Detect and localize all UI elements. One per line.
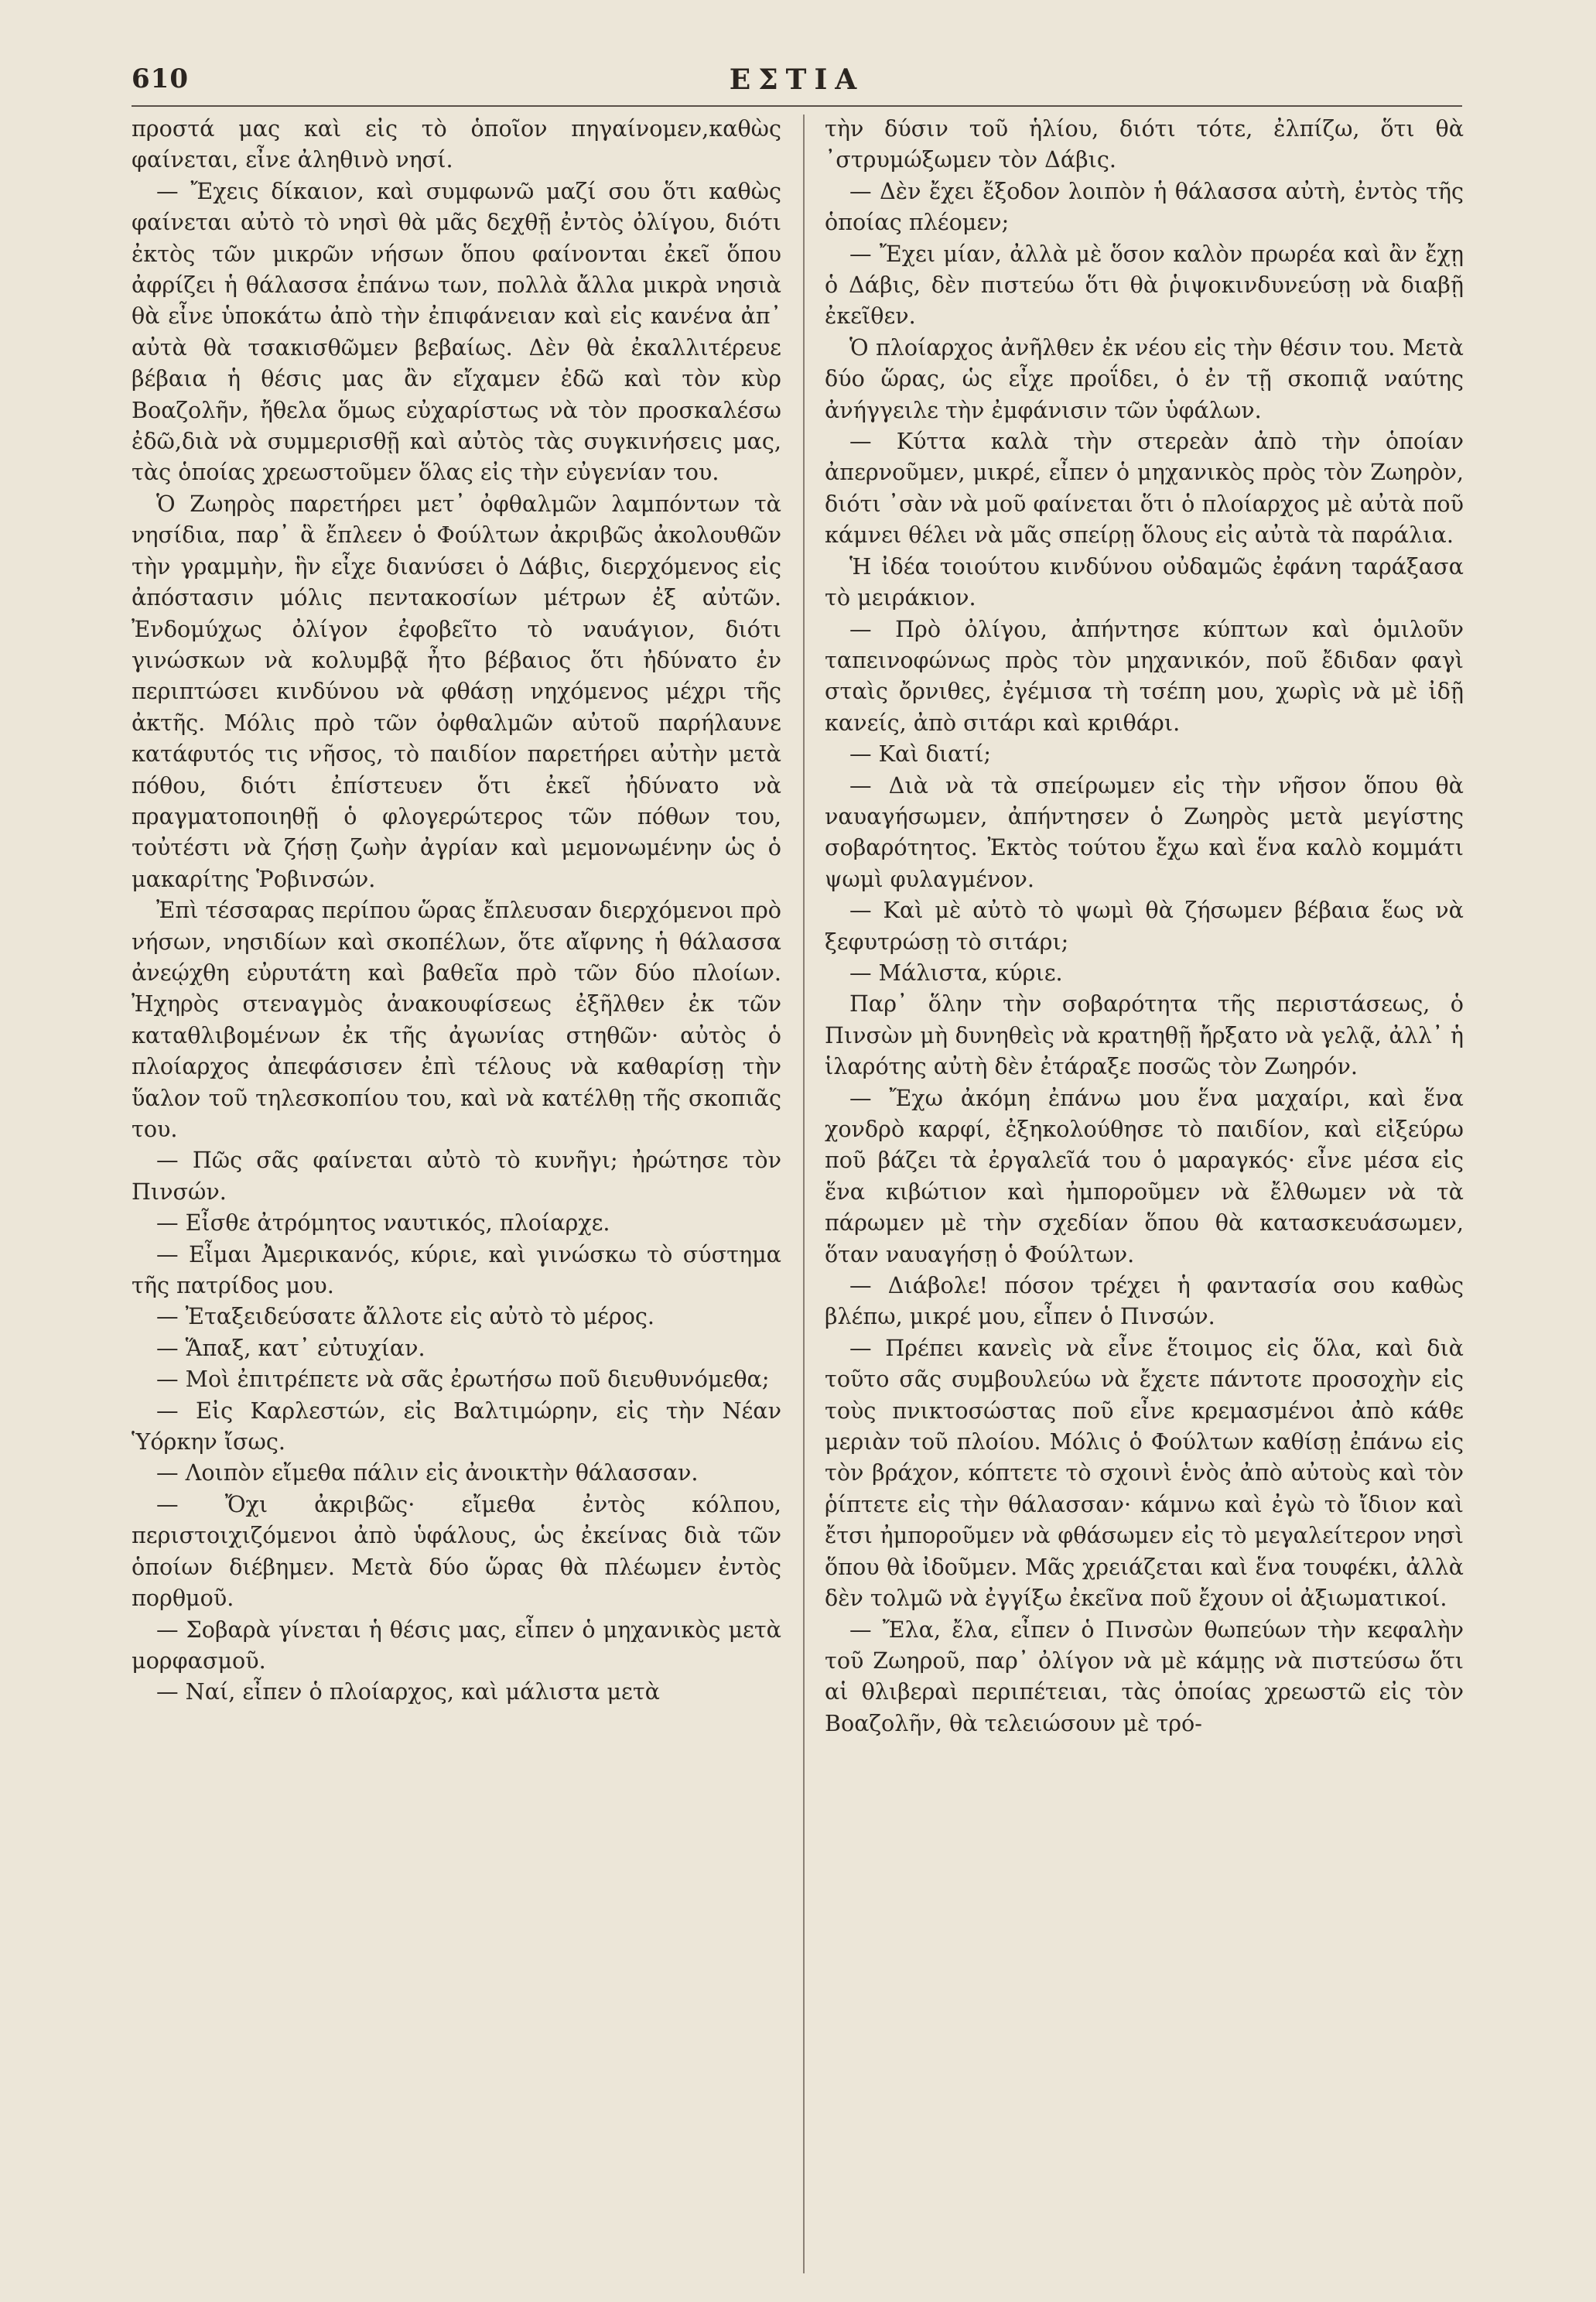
paragraph: — Σοβαρὰ γίνεται ἡ θέσις μας, εἶπεν ὁ μηχανικὸς μετὰ μορφασμοῦ. xyxy=(132,1616,781,1674)
paragraph: — Ἔλα, ἔλα, εἶπεν ὁ Πινσὼν θωπεύων τὴν κεφαλὴν τοῦ Ζωηροῦ, παρ᾿ ὀλίγον νὰ μὲ κάμῃς νὰ πιστεύσω ὅτι αἱ θλιβεραὶ περιπέτειαι, τὰς ὁποίας χρεωστῶ εἰς τὸν Βοαζολῆν, θὰ τελειώσουν μὲ τρό- xyxy=(825,1616,1464,1736)
paragraph: τὴν δύσιν τοῦ ἡλίου, διότι τότε, ἐλπίζω, ὅτι θὰ ᾿στρυμώξωμεν τὸν Δάβις. xyxy=(825,115,1464,173)
paragraph: Παρ᾿ ὅλην τὴν σοβαρότητα τῆς περιστάσεως, ὁ Πινσὼν μὴ δυνηθεὶς νὰ κρατηθῇ ἤρξατο νὰ γελᾷ, ἀλλ᾿ ἡ ἱλαρότης αὐτὴ δὲν ἐτάραξε ποσῶς τὸν Ζωηρόν. xyxy=(825,990,1464,1080)
paragraph: — Ἔχει μίαν, ἀλλὰ μὲ ὅσον καλὸν πρωρέα καὶ ἂν ἔχῃ ὁ Δάβις, δὲν πιστεύω ὅτι θὰ ῥιψοκινδυνεύσῃ νὰ διαβῇ ἐκεῖθεν. xyxy=(825,240,1464,330)
paragraph: — Πρὸ ὀλίγου, ἀπήντησε κύπτων καὶ ὁμιλοῦν ταπεινοφώνως πρὸς τὸν μηχανικόν, ποῦ ἔδιδαν φαγὶ σταὶς ὄρνιθες, ἐγέμισα τὴ τσέπη μου, χωρὶς νὰ μὲ ἰδῇ κανείς, ἀπὸ σιτάρι καὶ κριθάρι. xyxy=(825,615,1464,736)
paragraph: — Κύττα καλὰ τὴν στερεὰν ἀπὸ τὴν ὁποίαν ἀπερνοῦμεν, μικρέ, εἶπεν ὁ μηχανικὸς πρὸς τὸν Ζωηρὸν, διότι ᾿σὰν νὰ μοῦ φαίνεται ὅτι ὁ πλοίαρχος μὲ αὐτὰ ποῦ κάμνει θέλει νὰ μᾶς σπείρῃ ὅλους εἰς αὐτὰ τὰ παράλια. xyxy=(825,428,1464,549)
paragraph: — Ὄχι ἀκριβῶς· εἴμεθα ἐντὸς κόλπου, περιστοιχιζόμενοι ἀπὸ ὑφάλους, ὡς ἐκείνας διὰ τῶν ὁποίων διέβημεν. Μετὰ δύο ὥρας θὰ πλέωμεν ἐντὸς πορθμοῦ. xyxy=(132,1490,781,1612)
paragraph: Ἐπὶ τέσσαρας περίπου ὥρας ἔπλευσαν διερχόμενοι πρὸ νήσων, νησιδίων καὶ σκοπέλων, ὅτε αἴφνης ἡ θάλασσα ἀνεῴχθη εὐρυτάτη καὶ βαθεῖα πρὸ τῶν δύο πλοίων. Ἠχηρὸς στεναγμὸς ἀνακουφίσεως ἐξῆλθεν ἐκ τῶν καταθλιβομένων ἐκ τῆς ἀγωνίας στηθῶν· αὐτὸς ὁ πλοίαρχος ἀπεφάσισεν ἐπὶ τέλους νὰ καθαρίσῃ τὴν ὕαλον τοῦ τηλεσκοπίου του, καὶ νὰ κατέλθῃ τῆς σκοπιᾶς του. xyxy=(132,897,781,1142)
paragraph: — Καὶ μὲ αὐτὸ τὸ ψωμὶ θὰ ζήσωμεν βέβαια ἕως νὰ ξεφυτρώσῃ τὸ σιτάρι; xyxy=(825,897,1464,955)
paragraph: — Ναί, εἶπεν ὁ πλοίαρχος, καὶ μάλιστα μετὰ xyxy=(156,1678,660,1705)
page-header xyxy=(132,63,1462,107)
paragraph: — Ἔχεις δίκαιον, καὶ συμφωνῶ μαζί σου ὅτι καθὼς φαίνεται αὐτὸ τὸ νησὶ θὰ μᾶς δεχθῇ ἐντὸς ὀλίγου, διότι ἐκτὸς τῶν μικρῶν νήσων ὅπου φαίνονται ἐκεῖ ὅπου ἀφρίζει ἡ θάλασσα ἐπάνω των, πολλὰ ἄλλα μικρὰ νησιὰ θὰ εἶνε ὑποκάτω ἀπὸ τὴν ἐπιφάνειαν καὶ εἰς κανένα ἀπ᾿ αὐτὰ θὰ τσακισθῶμεν βεβαίως. Δὲν θὰ ἐκαλλιτέρευε βέβαια ἡ θέσις μας ἂν εἴχαμεν ἐδῶ καὶ τὸν κὺρ Βοαζολῆν, ἤθελα ὅμως εὐχαρίστως νὰ τὸν προσκαλέσω ἐδῶ,διὰ νὰ συμμερισθῇ καὶ αὐτὸς τὰς συγκινήσεις μας, τὰς ὁποίας χρεωστοῦμεν ὅλας εἰς τὴν εὐγενίαν του. xyxy=(132,177,781,486)
column-divider xyxy=(803,115,805,2273)
paragraph: — Διὰ νὰ τὰ σπείρωμεν εἰς τὴν νῆσον ὅπου θὰ ναυαγήσωμεν, ἀπήντησεν ὁ Ζωηρὸς μετὰ μεγίστης σοβαρότητος. Ἐκτὸς τούτου ἔχω καὶ ἕνα καλὸ κομμάτι ψωμὶ φυλαγμένον. xyxy=(825,771,1464,892)
paragraph: — Ἐταξειδεύσατε ἄλλοτε εἰς αὐτὸ τὸ μέρος. xyxy=(156,1303,655,1330)
paragraph: — Ἔχω ἀκόμη ἐπάνω μου ἕνα μαχαίρι, καὶ ἕνα χονδρὸ καρφί, ἐξηκολούθησε τὸ παιδίον, καὶ εἰξεύρω ποῦ βάζει τὰ ἐργαλεῖά του ὁ μαραγκός· εἶνε μέσα εἰς ἕνα κιβώτιον καὶ ἠμποροῦμεν νὰ ἔλθωμεν νὰ τὰ πάρωμεν μὲ τὴν σχεδίαν ὅπου θὰ κατασκευάσωμεν, ὅταν ναυαγήσῃ ὁ Φούλτων. xyxy=(825,1084,1464,1267)
paragraph: — Καὶ διατί; xyxy=(849,741,992,768)
paragraph: — Εἰς Καρλεστών, εἰς Βαλτιμώρην, εἰς τὴν Νέαν Ὑόρκην ἴσως. xyxy=(132,1397,781,1455)
paragraph: — Διάβολε! πόσον τρέχει ἡ φαντασία σου καθὼς βλέπω, μικρέ μου, εἶπεν ὁ Πινσών. xyxy=(825,1272,1464,1330)
left-column xyxy=(132,113,781,2280)
paragraph: — Εἶσθε ἀτρόμητος ναυτικός, πλοίαρχε. xyxy=(156,1209,610,1237)
paragraph: Ὁ Ζωηρὸς παρετήρει μετ᾿ ὀφθαλμῶν λαμπόντων τὰ νησίδια, παρ᾿ ἃ ἔπλεεν ὁ Φούλτων ἀκριβῶς ἀκολουθῶν τὴν γραμμὴν, ἣν εἶχε διανύσει ὁ Δάβις, διερχόμενος εἰς ἀπόστασιν μόλις πεντακοσίων μέτρων ἐξ αὐτῶν. Ἐνδομύχως ὀλίγον ἐφοβεῖτο τὸ ναυάγιον, διότι γινώσκων νὰ κολυμβᾷ ἦτο βέβαιος ὅτι ἠδύνατο ἐν περιπτώσει κινδύνου νὰ φθάσῃ νηχόμενος μέχρι τῆς ἀκτῆς. Μόλις πρὸ τῶν ὀφθαλμῶν αὐτοῦ παρήλαυνε κατάφυτός τις νῆσος, τὸ παιδίον παρετήρει αὐτὴν μετὰ πόθου, διότι ἐπίστευεν ὅτι ἐκεῖ ἠδύνατο νὰ πραγματοποιηθῇ ὁ φλογερώτερος τῶν πόθων του, τοὐτέστι νὰ ζήσῃ ζωὴν ἀγρίαν καὶ μεμονωμένην ὡς ὁ μακαρίτης Ῥοβινσών. xyxy=(132,490,781,892)
page-number: 610 xyxy=(132,63,189,94)
right-column xyxy=(825,113,1464,2280)
paragraph: — Μοὶ ἐπιτρέπετε νὰ σᾶς ἐρωτήσω ποῦ διευθυνόμεθα; xyxy=(156,1366,770,1393)
paragraph: — Πρέπει κανεὶς νὰ εἶνε ἕτοιμος εἰς ὅλα, καὶ διὰ τοῦτο σᾶς συμβουλεύω νὰ ἔχετε πάντοτε προσοχὴν εἰς τοὺς πνικτοσώστας ποῦ εἶνε κρεμασμένοι ἀπὸ κάθε μεριὰν τοῦ πλοίου. Μόλις ὁ Φούλτων καθίσῃ ἐπάνω εἰς τὸν βράχον, κόπτετε τὸ σχοινὶ ἑνὸς ἀπὸ αὐτοὺς καὶ τὸν ῥίπτετε εἰς τὴν θάλασσαν· κάμνω καὶ ἐγὼ τὸ ἴδιον καὶ ἔτσι ἠμποροῦμεν νὰ φθάσωμεν εἰς τὸ μεγαλείτερον νησὶ ὅπου θὰ ἰδοῦμεν. Μᾶς χρειάζεται καὶ ἕνα τουφέκι, ἀλλὰ δὲν τολμῶ νὰ ἐγγίξω ἐκεῖνα ποῦ ἔχουν οἱ ἀξιωματικοί. xyxy=(825,1334,1464,1612)
paragraph: — Πῶς σᾶς φαίνεται αὐτὸ τὸ κυνῆγι; ἠρώτησε τὸν Πινσών. xyxy=(132,1147,781,1205)
paragraph: — Εἶμαι Ἀμερικανός, κύριε, καὶ γινώσκω τὸ σύστημα τῆς πατρίδος μου. xyxy=(132,1240,781,1299)
paragraph: — Δὲν ἔχει ἔξοδον λοιπὸν ἡ θάλασσα αὐτὴ, ἐντὸς τῆς ὁποίας πλέομεν; xyxy=(825,177,1464,236)
paragraph: Ὁ πλοίαρχος ἀνῆλθεν ἐκ νέου εἰς τὴν θέσιν του. Μετὰ δύο ὥρας, ὡς εἶχε προΐδει, ὁ ἐν τῇ σκοπιᾷ ναύτης ἀνήγγειλε τὴν ἐμφάνισιν τῶν ὑφάλων. xyxy=(825,333,1464,423)
paragraph: — Ἅπαξ, κατ᾿ εὐτυχίαν. xyxy=(156,1334,425,1361)
paragraph: — Λοιπὸν εἴμεθα πάλιν εἰς ἀνοικτὴν θάλασσαν. xyxy=(156,1459,699,1486)
paragraph: Ἡ ἰδέα τοιούτου κινδύνου οὐδαμῶς ἐφάνη ταράξασα τὸ μειράκιον. xyxy=(825,552,1464,611)
paragraph: — Μάλιστα, κύριε. xyxy=(849,959,1063,986)
header-rule xyxy=(132,105,1462,107)
paragraph: προστά μας καὶ εἰς τὸ ὁποῖον πηγαίνομεν,καθὼς φαίνεται, εἶνε ἀληθινὸ νησί. xyxy=(132,115,781,173)
running-title: ΕΣΤΙΑ xyxy=(729,63,865,96)
